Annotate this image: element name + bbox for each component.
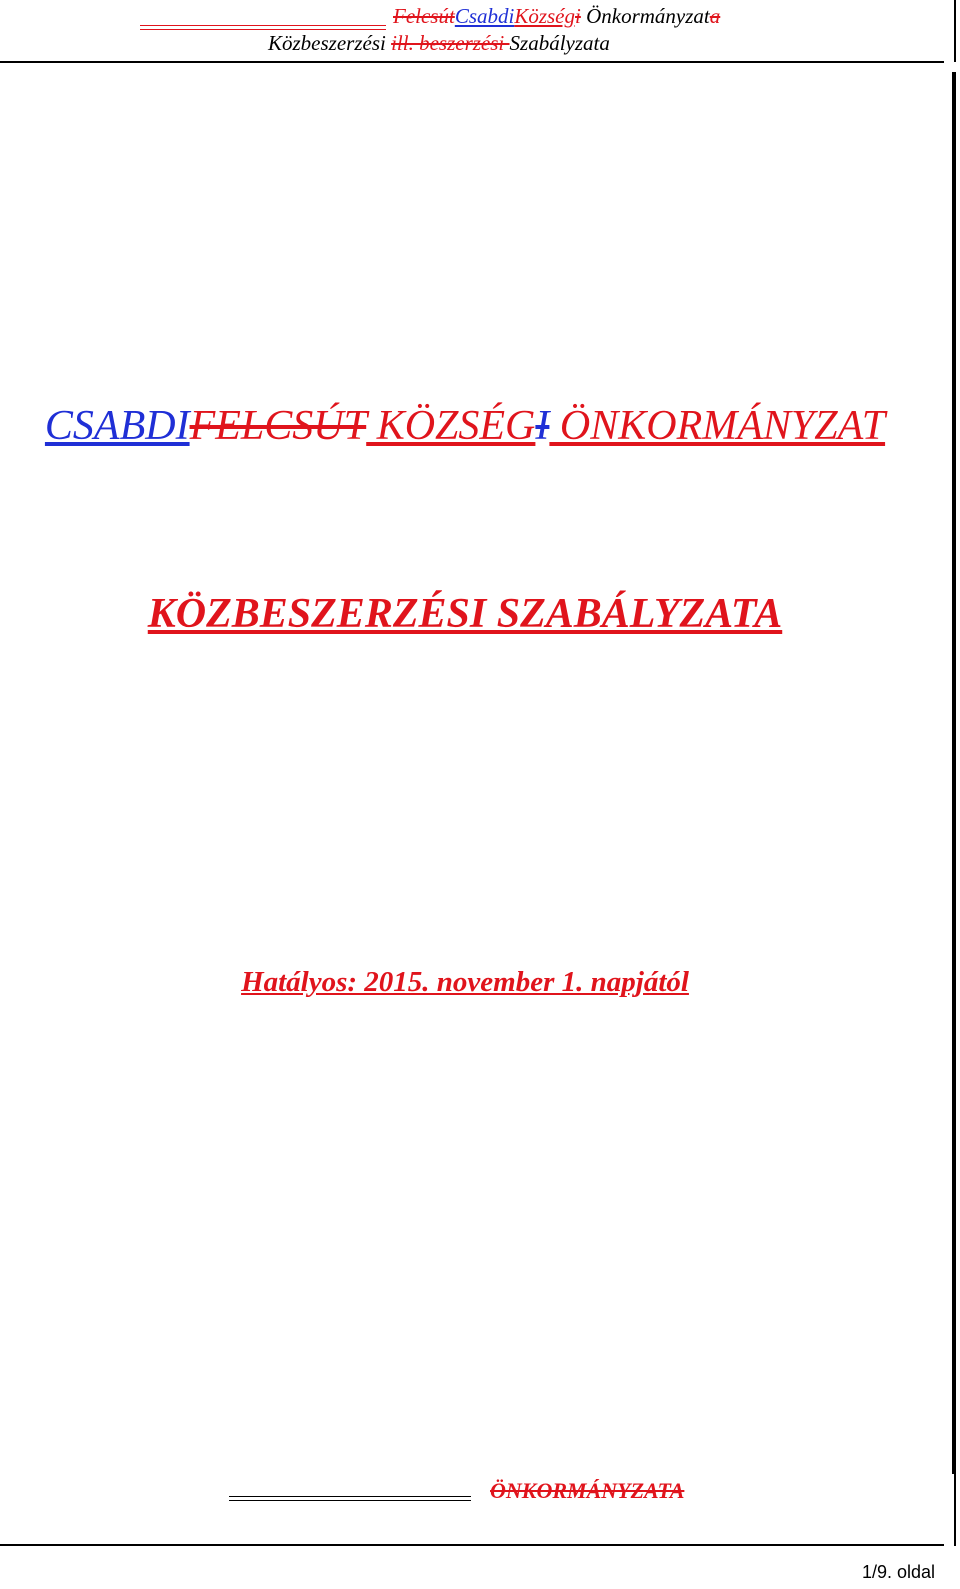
header-line2-suffix: Szabályzata xyxy=(509,31,610,55)
header-line2-deleted: ill. beszerzési xyxy=(391,31,510,55)
header-line2-prefix: Közbeszerzési xyxy=(268,31,392,55)
header-deleted-a: a xyxy=(709,4,721,28)
main-title xyxy=(0,402,930,450)
title-deleted-i: I xyxy=(535,403,550,449)
header-line-1 xyxy=(0,2,960,32)
header-inserted-name: Csabdi xyxy=(454,4,515,28)
header-title xyxy=(393,4,720,29)
header-deleted-tab-fill xyxy=(140,29,386,30)
bottom-change-bar xyxy=(954,1474,956,1546)
subtitle: KÖZBESZERZÉSI SZABÁLYZATA xyxy=(147,591,783,637)
header-deleted-tab-fill xyxy=(140,25,386,26)
header-rule xyxy=(0,61,944,63)
effective-date: Hatályos: 2015. november 1. napjától xyxy=(241,966,689,998)
title-deleted-name: FELCSÚT xyxy=(189,403,367,449)
header-deleted-i: i xyxy=(575,4,581,28)
change-bar xyxy=(952,72,956,1474)
header-onkormanyzat: Önkormányzat xyxy=(580,4,710,28)
header-kozseg: Község xyxy=(514,4,576,28)
title-onkormanyzat: ÖNKORMÁNYZAT xyxy=(549,403,886,449)
top-change-bar xyxy=(954,0,956,62)
title-kozseg: KÖZSÉG xyxy=(366,403,536,449)
footer-deleted-text: ÖNKORMÁNYZATA xyxy=(490,1478,685,1503)
footer-deleted-tab-fill xyxy=(229,1496,471,1497)
page-number: 1/9. oldal xyxy=(862,1562,936,1582)
footer-deleted-tab-fill xyxy=(229,1500,471,1501)
header-line-2 xyxy=(268,31,610,56)
title-inserted-name: CSABDI xyxy=(44,403,190,449)
header-deleted-name: Felcsút xyxy=(393,4,455,28)
footer-rule xyxy=(0,1544,944,1546)
